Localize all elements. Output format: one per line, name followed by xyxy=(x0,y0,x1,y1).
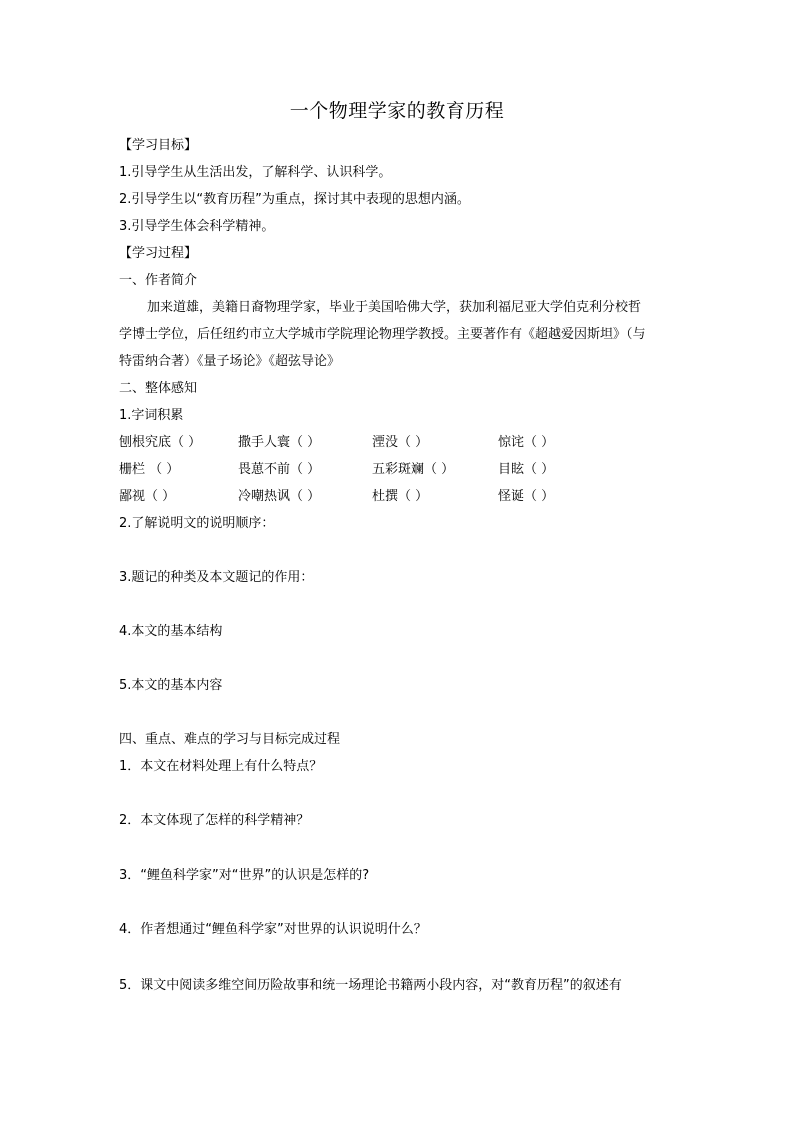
overview-heading: 二、整体感知 xyxy=(119,381,198,396)
vocab-word: 杜撰（ ） xyxy=(372,489,429,504)
vocab-word: 鄙视（ ） xyxy=(119,489,176,504)
vocab-word: 目眩（ ） xyxy=(498,462,555,477)
process-heading: 【学习过程】 xyxy=(119,246,198,261)
overview-question-5: 5.本文的基本内容 xyxy=(119,678,223,693)
objectives-heading: 【学习目标】 xyxy=(119,138,198,153)
vocab-word: 惊诧（ ） xyxy=(498,435,555,450)
vocab-word: 栅栏 （ ） xyxy=(119,462,180,477)
author-heading: 一、作者简介 xyxy=(119,273,198,288)
key-question-2: 2．本文体现了怎样的科学精神？ xyxy=(119,813,310,828)
vocab-word: 刨根究底（ ） xyxy=(119,435,202,450)
key-question-1: 1．本文在材料处理上有什么特点？ xyxy=(119,759,323,774)
vocab-word: 冷嘲热讽（ ） xyxy=(238,489,321,504)
author-paragraph-line-3: 特雷纳合著）《量子场论》《超弦导论》 xyxy=(119,354,341,369)
overview-question-4: 4.本文的基本结构 xyxy=(119,624,223,639)
author-paragraph-line-2: 学博士学位，后任纽约市立大学城市学院理论物理学教授。主要著作有《超越爱因斯坦》（与 xyxy=(119,327,646,342)
objective-item-1: 1.引导学生从生活出发，了解科学、认识科学。 xyxy=(119,165,392,180)
key-points-heading: 四、重点、难点的学习与目标完成过程 xyxy=(119,732,341,747)
vocab-word: 撒手人寰（ ） xyxy=(238,435,321,450)
author-paragraph-line-1: 加来道雄，美籍日裔物理学家，毕业于美国哈佛大学，获加利福尼亚大学伯克利分校哲 xyxy=(147,300,642,315)
vocab-word: 五彩斑斓（ ） xyxy=(372,462,455,477)
objective-item-2: 2.引导学生以“教育历程”为重点，探讨其中表现的思想内涵。 xyxy=(119,192,470,207)
overview-question-3: 3.题记的种类及本文题记的作用： xyxy=(119,570,314,585)
vocab-word: 畏葸不前（ ） xyxy=(238,462,321,477)
objective-item-3: 3.引导学生体会科学精神。 xyxy=(119,219,275,234)
key-question-5: 5．课文中阅读多维空间历险故事和统一场理论书籍两小段内容，对“教育历程”的叙述有 xyxy=(119,978,622,993)
key-question-4: 4．作者想通过“鲤鱼科学家”对世界的认识说明什么？ xyxy=(119,922,427,937)
document-title: 一个物理学家的教育历程 xyxy=(289,100,505,122)
overview-question-2: 2.了解说明文的说明顺序： xyxy=(119,516,275,531)
vocab-word: 湮没（ ） xyxy=(372,435,429,450)
vocab-heading: 1.字词积累 xyxy=(119,408,184,423)
key-question-3: 3．“鲤鱼科学家”对“世界”的认识是怎样的? xyxy=(119,868,370,883)
vocab-word: 怪诞（ ） xyxy=(498,489,555,504)
